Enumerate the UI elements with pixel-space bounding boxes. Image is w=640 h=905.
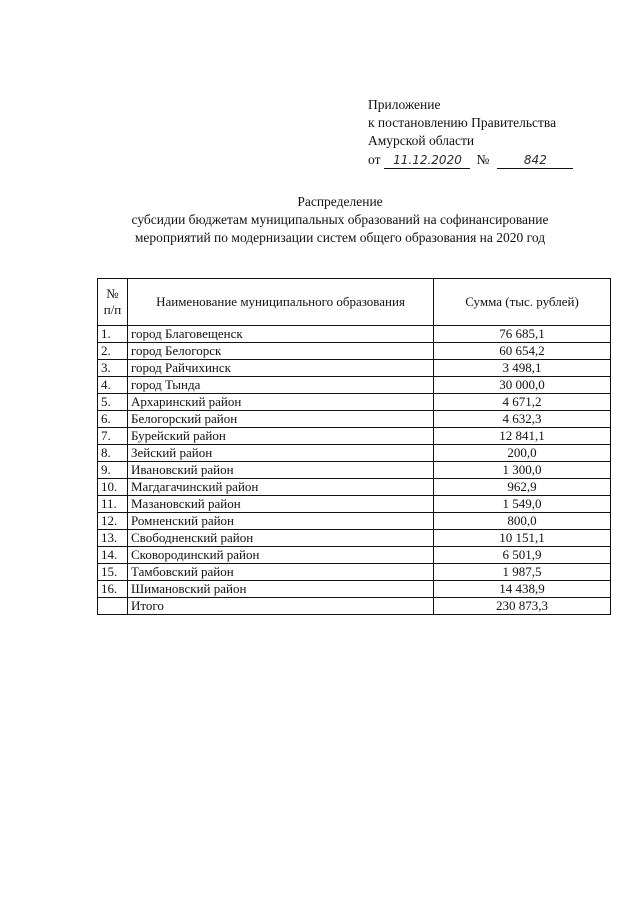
table-row [98,547,611,564]
row-sum: 200,0 [434,445,611,462]
row-num: 9. [98,462,128,479]
row-name: город Благовещенск [128,326,434,343]
row-num: 10. [98,479,128,496]
handwritten-date: 11.12.2020 [384,153,470,169]
row-num: 8. [98,445,128,462]
row-name: Свободненский район [128,530,434,547]
row-sum: 14 438,9 [434,581,611,598]
row-num: 16. [98,581,128,598]
table-row [98,479,611,496]
table-row [98,581,611,598]
row-sum: 962,9 [434,479,611,496]
row-num: 2. [98,343,128,360]
appendix-region: Амурской области [368,133,475,148]
row-num: 14. [98,547,128,564]
row-sum: 12 841,1 [434,428,611,445]
appendix-title: Приложение [368,97,441,112]
table-header-row [98,279,611,326]
date-number-line [368,151,573,169]
row-name: город Белогорск [128,343,434,360]
total-num [98,598,128,615]
row-sum: 10 151,1 [434,530,611,547]
row-sum: 6 501,9 [434,547,611,564]
row-sum: 3 498,1 [434,360,611,377]
table-row [98,360,611,377]
header-num: № п/п [98,279,128,326]
number-prefix: № [476,152,490,167]
row-name: Ромненский район [128,513,434,530]
handwritten-number: 842 [497,153,573,169]
row-sum: 4 671,2 [434,394,611,411]
total-sum: 230 873,3 [434,598,611,615]
appendix-block [368,96,573,169]
row-name: Тамбовский район [128,564,434,581]
row-sum: 4 632,3 [434,411,611,428]
row-num: 7. [98,428,128,445]
row-name: город Тында [128,377,434,394]
date-prefix: от [368,152,381,167]
table-row [98,343,611,360]
row-name: Ивановский район [128,462,434,479]
row-sum: 1 987,5 [434,564,611,581]
row-num: 6. [98,411,128,428]
row-num: 4. [98,377,128,394]
row-sum: 76 685,1 [434,326,611,343]
heading-title: Распределение [297,194,383,209]
table-total-row [98,598,611,615]
table-row [98,496,611,513]
table-row [98,445,611,462]
row-name: Архаринский район [128,394,434,411]
table-row [98,530,611,547]
heading-subtitle-2: мероприятий по модернизации систем общего образования на 2020 год [134,230,546,245]
table-body [98,326,611,615]
table-row [98,462,611,479]
row-name: Бурейский район [128,428,434,445]
row-num: 5. [98,394,128,411]
row-sum: 1 300,0 [434,462,611,479]
table-row [98,394,611,411]
distribution-table [97,278,611,615]
table-row [98,428,611,445]
row-name: Мазановский район [128,496,434,513]
row-name: Шимановский район [128,581,434,598]
document-heading [80,193,600,247]
row-name: Сковородинский район [128,547,434,564]
total-label: Итого [128,598,434,615]
appendix-resolution: к постановлению Правительства [368,115,557,130]
row-name: Белогорский район [128,411,434,428]
row-sum: 60 654,2 [434,343,611,360]
table-row [98,326,611,343]
header-name: Наименование муниципального образования [128,279,434,326]
table-row [98,513,611,530]
heading-subtitle-1: субсидии бюджетам муниципальных образований на софинансирование [131,212,549,227]
row-num: 15. [98,564,128,581]
row-name: Магдагачинский район [128,479,434,496]
row-sum: 1 549,0 [434,496,611,513]
row-num: 12. [98,513,128,530]
table-row [98,564,611,581]
header-sum: Сумма (тыс. рублей) [434,279,611,326]
row-num: 1. [98,326,128,343]
row-num: 11. [98,496,128,513]
row-num: 3. [98,360,128,377]
row-name: Зейский район [128,445,434,462]
row-name: город Райчихинск [128,360,434,377]
table-row [98,411,611,428]
table-row [98,377,611,394]
row-sum: 800,0 [434,513,611,530]
row-num: 13. [98,530,128,547]
row-sum: 30 000,0 [434,377,611,394]
